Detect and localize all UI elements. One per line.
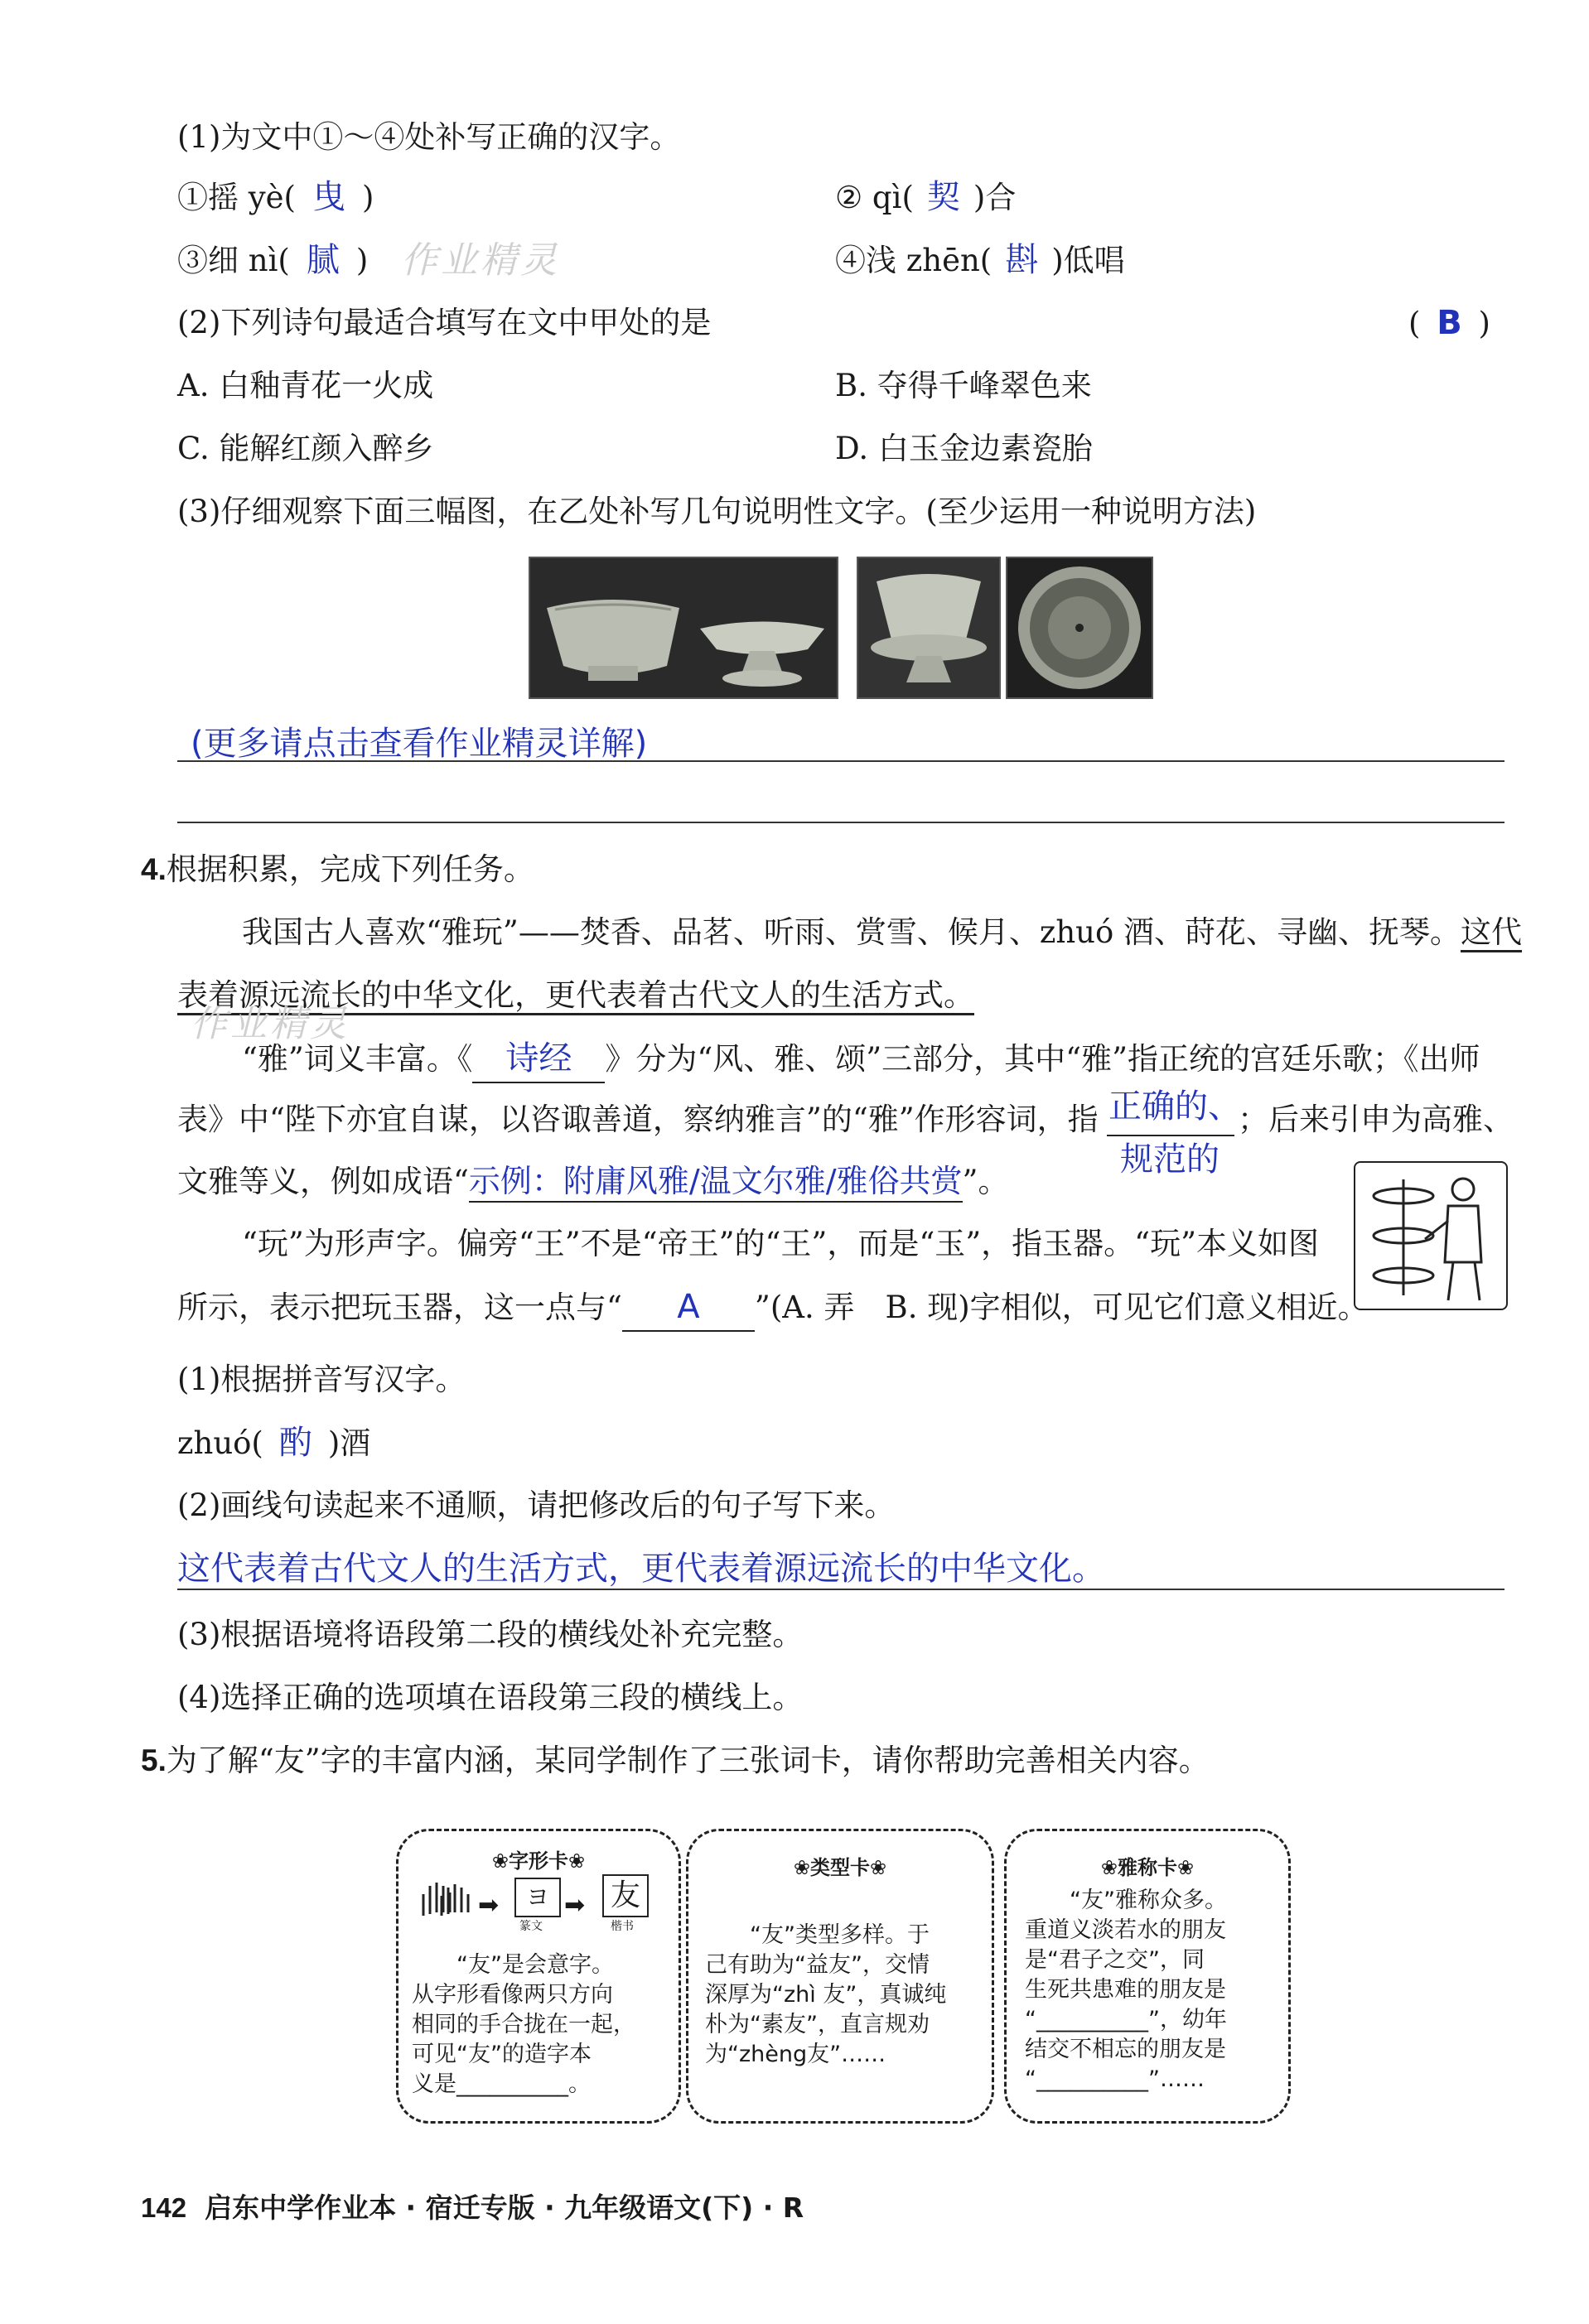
q3-part3-prompt: (3)仔细观察下面三幅图，在乙处补写几句说明性文字。(至少运用一种说明方法) bbox=[177, 494, 1257, 529]
arrow-icon-2: ➡ bbox=[564, 1891, 586, 1920]
q3-part3-answer: (更多请点击查看作业精灵详解) bbox=[191, 725, 648, 763]
page-number: 142 bbox=[141, 2192, 187, 2223]
type-card-body: “友”类型多样。于 己有助为“益友”，交情 深厚为“zhì 友”，真诚纯 朴为“素友”，直言规劝 为“zhèng友”…… bbox=[705, 1922, 947, 2067]
type-card bbox=[686, 1829, 994, 2124]
honorific-card-title: ❀雅称卡❀ bbox=[1100, 1856, 1195, 1879]
q3-item-2-post: )合 bbox=[973, 180, 1017, 215]
q4-para2-blank3-answer: 示例：附庸风雅/温文尔雅/雅俗共赏 bbox=[469, 1163, 963, 1203]
type-card-title: ❀类型卡❀ bbox=[793, 1856, 887, 1879]
q4-sub1-answer: 酌 bbox=[278, 1424, 312, 1462]
q4-para1-text: 我国古人喜欢“雅玩”——焚香、品茗、听雨、赏雪、候月、zhuó 酒、莳花、寻幽、抚琴。 bbox=[242, 914, 1461, 950]
q4-para3-line1 bbox=[242, 1222, 1319, 1266]
q4-para3-blank-answer: A bbox=[622, 1285, 755, 1332]
glyph-card-body: “友”是会意字。 从字形看像两只方向 相同的手合拢在一起， 可见“友”的造字本 义是__________。 bbox=[412, 1952, 635, 2097]
q4-number: 4. bbox=[141, 852, 167, 886]
answer-line-1 bbox=[177, 760, 1504, 762]
q4-title: 根据积累，完成下列任务。 bbox=[166, 851, 534, 887]
seal-script-label: 篆文 bbox=[519, 1920, 543, 1933]
q3-option-c: C. 能解红颜入醉乡 bbox=[177, 431, 434, 466]
q3-part2-answer-paren bbox=[1408, 301, 1490, 345]
q3-item-3-post: ) bbox=[355, 243, 369, 278]
watermark-logo-2: 作业精灵 bbox=[191, 1003, 350, 1045]
footer bbox=[141, 2187, 804, 2230]
q3-item-2 bbox=[835, 176, 1016, 219]
q3-part2-prompt: (2)下列诗句最适合填写在文中甲处的是 bbox=[177, 305, 712, 340]
q3-part1-prompt: (1)为文中①～④处补写正确的汉字。 bbox=[177, 119, 681, 155]
seal-script-glyph-icon: ヨ bbox=[514, 1878, 561, 1917]
q5-title: 为了解“友”字的丰富内涵，某同学制作了三张词卡，请你帮助完善相关内容。 bbox=[166, 1743, 1210, 1778]
arrow-icon: ➡ bbox=[478, 1891, 500, 1920]
q3-item-3-answer: 腻 bbox=[306, 241, 340, 279]
q3-item-4-answer: 斟 bbox=[1005, 241, 1039, 279]
q4-para3-text-b: 所示，表示把玩玉器，这一点与“ bbox=[177, 1290, 622, 1325]
paren-open: ( bbox=[1408, 306, 1421, 341]
q4-para2-text-e: 文雅等义，例如成语“ bbox=[177, 1164, 469, 1199]
saucer-top-view-photo bbox=[1006, 557, 1153, 699]
paren-close: ) bbox=[1478, 306, 1490, 341]
q4-sub2-answer-line bbox=[177, 1589, 1504, 1590]
jade-play-illustration bbox=[1354, 1161, 1508, 1310]
q4-para2-blank2-answer-line2: 规范的 bbox=[1120, 1140, 1220, 1179]
q3-item-1-post: ) bbox=[362, 180, 374, 215]
q3-option-a: A. 白釉青花一火成 bbox=[177, 368, 434, 403]
q4-para3-text-a: “玩”为形声字。偏旁“王”不是“帝王”的“王”，而是“玉”，指玉器。“玩”本义如图 bbox=[242, 1226, 1319, 1261]
q3-option-b: B. 夺得千峰翠色来 bbox=[835, 368, 1092, 403]
watermark-logo: 作业精灵 bbox=[401, 239, 560, 282]
q4-para3-line2 bbox=[177, 1285, 1369, 1332]
q4-sub1-pre: zhuó( bbox=[177, 1425, 263, 1461]
q3-item-2-answer: 契 bbox=[926, 178, 960, 216]
q4-sub2-answer: 这代表着古代文人的生活方式，更代表着源远流长的中华文化。 bbox=[177, 1550, 1105, 1588]
q3-part2-answer: B bbox=[1437, 304, 1462, 342]
q4-para1-underlined-start: 这代 bbox=[1461, 914, 1522, 952]
q4-para2-text-b: 》分为“风、雅、颂”三部分，其中“雅”指正统的宫廷乐歌；《出师 bbox=[605, 1041, 1480, 1077]
q3-item-1-answer: 曳 bbox=[312, 178, 345, 216]
q4-para2-text-f: ”。 bbox=[962, 1164, 1009, 1199]
celadon-bowls-photo bbox=[529, 557, 838, 699]
q4-para2-blank1-answer: 诗经 bbox=[472, 1037, 605, 1083]
q4-sub1-prompt: (1)根据拼音写汉字。 bbox=[177, 1362, 466, 1397]
q3-item-3-pre: ③细 nì( bbox=[177, 243, 290, 278]
q4-sub3-prompt: (3)根据语境将语段第二段的横线处补充完整。 bbox=[177, 1617, 804, 1652]
two-hands-icon bbox=[417, 1874, 475, 1921]
q4-para2-text-d: ；后来引申为高雅、 bbox=[1238, 1102, 1514, 1137]
q3-item-4-pre: ④浅 zhēn( bbox=[835, 243, 993, 278]
q4-sub1-answer-line bbox=[177, 1421, 370, 1465]
glyph-card bbox=[396, 1829, 681, 2124]
q4-para2-text-c: 表》中“陛下亦宜自谋，以咨诹善道，察纳雅言”的“雅”作形容词，指 bbox=[177, 1102, 1099, 1137]
q4-para2-text-a: “雅”词义丰富。《 bbox=[242, 1041, 473, 1077]
honorific-card bbox=[1004, 1829, 1291, 2124]
q3-item-4-post: )低唱 bbox=[1051, 243, 1125, 278]
q4-sub1-post: )酒 bbox=[327, 1425, 371, 1461]
q3-item-3 bbox=[177, 239, 368, 282]
q4-header bbox=[141, 848, 534, 891]
q4-para1-line1 bbox=[242, 911, 1522, 954]
q4-para3-text-c: ”(A. 弄 B. 现)字相似，可见它们意义相近。 bbox=[754, 1290, 1369, 1325]
q4-para2-line2-end bbox=[1238, 1098, 1514, 1141]
q5-header bbox=[141, 1739, 1210, 1782]
glyph-card-title: ❀字形卡❀ bbox=[491, 1849, 586, 1873]
q4-sub2-prompt: (2)画线句读起来不通顺，请把修改后的句子写下来。 bbox=[177, 1487, 896, 1523]
cup-and-stand-photo bbox=[857, 557, 1001, 699]
answer-line-2 bbox=[177, 822, 1504, 823]
q4-sub4-prompt: (4)选择正确的选项填在语段第三段的横线上。 bbox=[177, 1680, 804, 1715]
footer-book-title: 启东中学作业本 · 宿迁专版 · 九年级语文(下) · R bbox=[205, 2191, 804, 2224]
q3-option-d: D. 白玉金边素瓷胎 bbox=[835, 431, 1093, 466]
q3-item-2-pre: ② qì( bbox=[835, 180, 914, 215]
q4-para1-underlined-end: 表着源远流长的中华文化，更代表着古代文人的生活方式。 bbox=[177, 977, 974, 1015]
q3-item-1-pre: ①摇 yè( bbox=[177, 180, 296, 215]
q4-para2-line2 bbox=[177, 1098, 1099, 1141]
q4-para2-line1 bbox=[242, 1037, 1480, 1083]
q5-number: 5. bbox=[141, 1743, 167, 1777]
regular-script-glyph: 友 bbox=[602, 1874, 649, 1917]
honorific-card-body: “友”雅称众多。 重道义淡若水的朋友 是“君子之交”，同 生死共患难的朋友是 “__________”，幼年 结交不相忘的朋友是 “__________”…… bbox=[1025, 1888, 1227, 2092]
q3-item-4 bbox=[835, 239, 1125, 282]
q4-para2-line3 bbox=[177, 1160, 1008, 1203]
q3-item-1 bbox=[177, 176, 374, 219]
q4-para2-blank2-answer-line1: 正确的、 bbox=[1108, 1087, 1241, 1126]
regular-script-label: 楷书 bbox=[611, 1920, 634, 1933]
